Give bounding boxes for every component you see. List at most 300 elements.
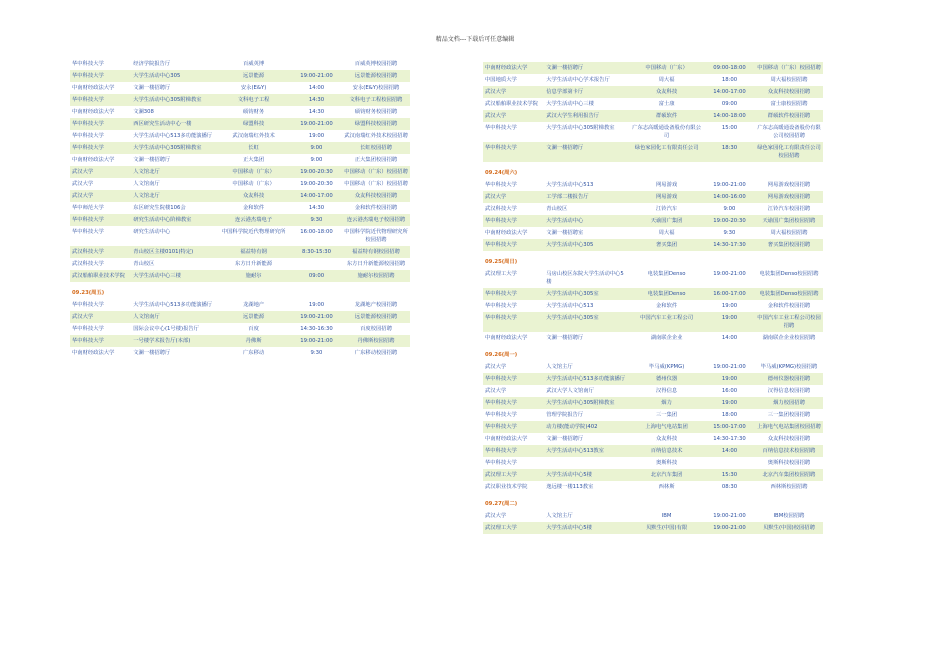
school-cell: 华中科技大学 <box>70 226 131 246</box>
venue-cell: 动力楼(能动学院)402 <box>544 421 629 433</box>
event-cell: 金和软件校园招聘 <box>755 300 823 312</box>
venue-cell: 国际会议中心(1号楼)报告厅 <box>131 323 216 335</box>
event-cell: 硕钧财务校园招聘 <box>342 106 410 118</box>
time-cell <box>704 457 755 469</box>
venue-cell: 逸远楼一楼113教室 <box>544 481 629 493</box>
school-cell: 武汉大学 <box>483 361 544 373</box>
schedule-row <box>70 299 410 311</box>
time-cell: 19:00-21:00 <box>291 118 342 130</box>
event-cell: 众友科技校园招聘 <box>755 433 823 445</box>
event-cell: 奥斯科技校园招聘 <box>755 457 823 469</box>
company-cell: 龙湖地产 <box>216 299 291 311</box>
venue-cell: 大学生活动中心学术报告厅 <box>544 74 629 86</box>
event-cell: 绿色家园化工有限责任公司校园招聘 <box>755 142 823 162</box>
schedule-row <box>483 215 823 227</box>
event-cell: 正大集团校园招聘 <box>342 154 410 166</box>
time-cell: 9:00 <box>291 142 342 154</box>
schedule-row <box>70 347 410 359</box>
time-cell: 18:00 <box>704 409 755 421</box>
event-cell: 电装集团Denso校园招聘 <box>755 288 823 300</box>
time-cell: 19:00 <box>704 300 755 312</box>
company-cell: 网易游戏 <box>629 179 704 191</box>
event-cell: 电装集团Denso校园招聘 <box>755 268 823 288</box>
venue-cell: 文澜一楼招聘厅 <box>544 332 629 344</box>
venue-cell: 文澜一楼招聘厅 <box>131 154 216 166</box>
school-cell: 武汉理工大学 <box>483 268 544 288</box>
company-cell: 上海电气电站集团 <box>629 421 704 433</box>
event-cell: 奢买集团校园招聘 <box>755 239 823 251</box>
venue-cell: 人文馆北厅 <box>131 190 216 202</box>
company-cell: 众友科技 <box>629 86 704 98</box>
schedule-row <box>70 311 410 323</box>
time-cell: 09:00 <box>704 98 755 110</box>
schedule-row <box>483 510 823 522</box>
company-cell: 百纳信息技术 <box>629 445 704 457</box>
school-cell: 华中科技大学 <box>483 312 544 332</box>
time-cell: 19:00-21:00 <box>704 268 755 288</box>
venue-cell: 武汉大学生利用报告厅 <box>544 110 629 122</box>
schedule-row <box>483 300 823 312</box>
event-cell: 网易游戏校园招聘 <box>755 191 823 203</box>
time-cell <box>291 58 342 70</box>
schedule-row <box>70 166 410 178</box>
venue-cell: 大学生活动中心305 <box>544 239 629 251</box>
school-cell: 武汉船舶职业技术学院 <box>483 98 544 110</box>
schedule-row <box>70 178 410 190</box>
event-cell: 中国汽车工业工程公司校园招聘 <box>755 312 823 332</box>
event-cell: 江铃汽车校园招聘 <box>755 203 823 215</box>
company-cell: 天谕国广集团 <box>629 215 704 227</box>
school-cell: 武汉科技大学 <box>483 203 544 215</box>
event-cell: 中国移动（广东）校园招聘 <box>342 178 410 190</box>
schedule-row <box>483 62 823 74</box>
venue-cell: 信息学部第卡厅 <box>544 86 629 98</box>
venue-cell: 人文馆主厅 <box>544 361 629 373</box>
venue-cell: 文澜一楼招聘厅 <box>544 62 629 74</box>
venue-cell: 青山校区 <box>131 258 216 270</box>
event-cell: 富士康校园招聘 <box>755 98 823 110</box>
company-cell: 周大福 <box>629 74 704 86</box>
company-cell: 远景能源 <box>216 311 291 323</box>
venue-cell: 研究生活动中心 <box>131 226 216 246</box>
school-cell: 武汉科技大学 <box>70 246 131 258</box>
company-cell: 贝默生(中国)有限 <box>629 522 704 534</box>
school-cell: 武汉理工大学 <box>483 469 544 481</box>
company-cell: 富士康 <box>629 98 704 110</box>
venue-cell: 大学生活动中心5楼 <box>544 522 629 534</box>
school-cell: 华中科技大学 <box>70 142 131 154</box>
time-cell: 15:00 <box>704 122 755 142</box>
date-heading: 09.26(周一) <box>483 344 823 361</box>
company-cell: 网易游戏 <box>629 191 704 203</box>
event-cell: 武汉南瑞红外技术校园招聘 <box>342 130 410 142</box>
school-cell: 华中科技大学 <box>70 323 131 335</box>
venue-cell: 一号楼学术报告厅(本部) <box>131 335 216 347</box>
date-heading-row <box>483 251 823 268</box>
school-cell: 华中科技大学 <box>483 288 544 300</box>
schedule-row <box>483 421 823 433</box>
time-cell: 19:00-21:00 <box>704 179 755 191</box>
venue-cell: 经济学院报告厅 <box>131 58 216 70</box>
time-cell: 15:30 <box>704 469 755 481</box>
schedule-row <box>70 246 410 258</box>
company-cell: 烟力 <box>629 397 704 409</box>
school-cell: 华中科技大学 <box>483 445 544 457</box>
company-cell: 丹佛斯 <box>216 335 291 347</box>
schedule-row <box>70 190 410 202</box>
venue-cell: 大学生活动中心三楼 <box>544 98 629 110</box>
time-cell: 9:30 <box>291 214 342 226</box>
venue-cell: 大学生活动中心513 <box>544 300 629 312</box>
school-cell: 华中科技大学 <box>70 58 131 70</box>
company-cell: 正大集团 <box>216 154 291 166</box>
event-cell: 群硕软件校园招聘 <box>755 110 823 122</box>
schedule-row <box>483 98 823 110</box>
company-cell: 众友科技 <box>629 433 704 445</box>
schedule-row <box>70 142 410 154</box>
company-cell: 东方日升新能源 <box>216 258 291 270</box>
schedule-row <box>483 142 823 162</box>
date-heading: 09.25(周日) <box>483 251 823 268</box>
event-cell: IBM校园招聘 <box>755 510 823 522</box>
school-cell: 中南财经政法大学 <box>483 227 544 239</box>
company-cell: 中国汽车工业工程公司 <box>629 312 704 332</box>
event-cell: 东方日升新能源校园招聘 <box>342 258 410 270</box>
schedule-row <box>70 106 410 118</box>
venue-cell: 文澜一楼招聘厅 <box>131 347 216 359</box>
venue-cell: 文澜308 <box>131 106 216 118</box>
company-cell: 硕钧财务 <box>216 106 291 118</box>
time-cell: 19:00-21:00 <box>291 335 342 347</box>
time-cell: 16:00 <box>704 385 755 397</box>
event-cell: 贝默生(中国)校园招聘 <box>755 522 823 534</box>
company-cell: 金和软件 <box>629 300 704 312</box>
schedule-row <box>483 288 823 300</box>
school-cell: 华中科技大学 <box>483 300 544 312</box>
time-cell: 19:00-21:00 <box>704 510 755 522</box>
company-cell: 绿色家园化工有限责任公司 <box>629 142 704 162</box>
company-cell: 百度 <box>216 323 291 335</box>
event-cell: 毕马威(KPMG)校园招聘 <box>755 361 823 373</box>
company-cell: 汉得信息 <box>629 385 704 397</box>
date-heading-row <box>483 493 823 510</box>
venue-cell: 人文馆北厅 <box>131 166 216 178</box>
schedule-row <box>483 522 823 534</box>
schedule-row <box>70 70 410 82</box>
venue-cell: 东区研究生院楼106会 <box>131 202 216 214</box>
schedule-row <box>483 191 823 203</box>
time-cell: 14:30 <box>291 202 342 214</box>
date-heading-row <box>483 344 823 361</box>
time-cell: 14:00-16:00 <box>704 191 755 203</box>
event-cell: 文科电子工程校园招聘 <box>342 94 410 106</box>
venue-cell: 青山校区 <box>544 203 629 215</box>
time-cell: 14:30-17:30 <box>704 239 755 251</box>
time-cell: 08:30 <box>704 481 755 493</box>
schedule-row <box>70 226 410 246</box>
event-cell: 福益特有钢校园招聘 <box>342 246 410 258</box>
event-cell: 金和软件校园招聘 <box>342 202 410 214</box>
time-cell: 14:30 <box>291 106 342 118</box>
venue-cell: 大学生活动中心305室 <box>544 312 629 332</box>
company-cell: 金和软件 <box>216 202 291 214</box>
company-cell: 群硕软件 <box>629 110 704 122</box>
time-cell: 19:00 <box>704 312 755 332</box>
venue-cell: 大学生活动中心305 <box>131 70 216 82</box>
venue-cell: 大学生活动中心305附梯教室 <box>131 142 216 154</box>
school-cell: 中南财经政法大学 <box>70 347 131 359</box>
schedule-row <box>483 445 823 457</box>
school-cell: 华中科技大学 <box>483 179 544 191</box>
event-cell: 广东移动校园招聘 <box>342 347 410 359</box>
schedule-row <box>70 94 410 106</box>
venue-cell: 马房山校区东院大学生活动中心5楼 <box>544 268 629 288</box>
schedule-row <box>70 82 410 94</box>
school-cell: 华中科技大学 <box>483 397 544 409</box>
company-cell: 北京汽车集团 <box>629 469 704 481</box>
event-cell: 周大福校园招聘 <box>755 227 823 239</box>
time-cell: 19:00 <box>291 299 342 311</box>
company-cell: 绿盟科技 <box>216 118 291 130</box>
school-cell: 武汉大学 <box>483 385 544 397</box>
company-cell: 湖南联企企业 <box>629 332 704 344</box>
schedule-row <box>483 227 823 239</box>
time-cell: 19:00-21:00 <box>704 361 755 373</box>
event-cell: 丹佛斯校园招聘 <box>342 335 410 347</box>
company-cell: 福益特有钢 <box>216 246 291 258</box>
time-cell: 14:00 <box>704 445 755 457</box>
school-cell: 华中师范大学 <box>70 202 131 214</box>
school-cell: 华中科技大学 <box>483 215 544 227</box>
schedule-row <box>70 118 410 130</box>
school-cell: 华中科技大学 <box>70 70 131 82</box>
event-cell: 湖南联企企业校园招聘 <box>755 332 823 344</box>
venue-cell: 人文馆南厅 <box>131 178 216 190</box>
school-cell: 武汉职业技术学院 <box>483 481 544 493</box>
company-cell: 广东移动 <box>216 347 291 359</box>
company-cell: 百威英博 <box>216 58 291 70</box>
right-schedule-table <box>483 62 823 534</box>
time-cell: 19:00 <box>704 397 755 409</box>
time-cell <box>291 258 342 270</box>
school-cell: 华中科技大学 <box>70 335 131 347</box>
schedule-row <box>483 385 823 397</box>
event-cell: 百威英博校园招聘 <box>342 58 410 70</box>
event-cell: 众友科技校园招聘 <box>342 190 410 202</box>
event-cell: 汉得信息校园招聘 <box>755 385 823 397</box>
schedule-row <box>70 270 410 282</box>
venue-cell: 大学生活动中心305附梯教室 <box>544 397 629 409</box>
school-cell: 华中科技大学 <box>70 130 131 142</box>
event-cell: 百纳信息技术校园招聘 <box>755 445 823 457</box>
time-cell: 19:00-21:00 <box>291 311 342 323</box>
event-cell: 天谕国广集团校园招聘 <box>755 215 823 227</box>
event-cell: 远景能源校园招聘 <box>342 311 410 323</box>
venue-cell: 文澜一楼招聘厅 <box>131 82 216 94</box>
company-cell: 西林斯 <box>629 481 704 493</box>
school-cell: 武汉大学 <box>70 178 131 190</box>
time-cell: 16:00-17:00 <box>704 288 755 300</box>
time-cell: 16:00-18:00 <box>291 226 342 246</box>
company-cell: 文科电子工程 <box>216 94 291 106</box>
school-cell: 华中科技大学 <box>70 94 131 106</box>
event-cell: 西林斯校园招聘 <box>755 481 823 493</box>
company-cell: 远景能源 <box>216 70 291 82</box>
schedule-row <box>70 214 410 226</box>
event-cell: 烟力校园招聘 <box>755 397 823 409</box>
event-cell: 中国移动（广东）校园招聘 <box>755 62 823 74</box>
time-cell: 19:00-20:30 <box>291 178 342 190</box>
time-cell: 8:30-15:30 <box>291 246 342 258</box>
schedule-row <box>483 397 823 409</box>
company-cell: 德州仪器 <box>629 373 704 385</box>
venue-cell: 大学生活动中心513多功能演播厅 <box>131 130 216 142</box>
time-cell: 9:30 <box>291 347 342 359</box>
time-cell: 18:00 <box>704 74 755 86</box>
time-cell: 14:00-17:00 <box>704 86 755 98</box>
time-cell: 14:00-17:00 <box>291 190 342 202</box>
school-cell: 华中科技大学 <box>70 299 131 311</box>
schedule-row <box>483 469 823 481</box>
school-cell: 中南财经政法大学 <box>70 82 131 94</box>
event-cell: 网易游戏校园招聘 <box>755 179 823 191</box>
event-cell: 上海电气电站集团校园招聘 <box>755 421 823 433</box>
date-heading: 09.24(周六) <box>483 162 823 179</box>
school-cell: 武汉大学 <box>70 166 131 178</box>
school-cell: 武汉大学 <box>483 191 544 203</box>
time-cell: 14:30-17:30 <box>704 433 755 445</box>
time-cell: 14:00 <box>291 82 342 94</box>
event-cell: 德州仪器校园招聘 <box>755 373 823 385</box>
page-header: 精品文档---下载后可任意编辑 <box>435 36 515 43</box>
schedule-row <box>483 433 823 445</box>
time-cell: 19:00 <box>704 373 755 385</box>
event-cell: 中国移动（广东）校园招聘 <box>342 166 410 178</box>
venue-cell: 大学生活动中心5楼 <box>544 469 629 481</box>
venue-cell: 文澜一楼招聘厅 <box>544 433 629 445</box>
company-cell: IBM <box>629 510 704 522</box>
schedule-row <box>70 335 410 347</box>
company-cell: 电装集团Denso <box>629 288 704 300</box>
time-cell: 14:00-18:00 <box>704 110 755 122</box>
time-cell: 09:00-18:00 <box>704 62 755 74</box>
event-cell: 施耐尔校园招聘 <box>342 270 410 282</box>
schedule-row <box>483 332 823 344</box>
schedule-row <box>70 154 410 166</box>
venue-cell: 管理学院报告厅 <box>544 409 629 421</box>
venue-cell: 大学生活动中心305附梯教室 <box>544 122 629 142</box>
right-schedule-column <box>483 62 823 534</box>
time-cell: 19:00-20:30 <box>291 166 342 178</box>
schedule-row <box>70 258 410 270</box>
event-cell: 长虹校园招聘 <box>342 142 410 154</box>
time-cell: 19:00-20:30 <box>704 215 755 227</box>
venue-cell: 大学生活动中心 <box>544 215 629 227</box>
company-cell: 长虹 <box>216 142 291 154</box>
time-cell: 19:00-21:00 <box>291 70 342 82</box>
venue-cell: 西区研究生活动中心一楼 <box>131 118 216 130</box>
venue-cell: 大学生活动中心513教室 <box>544 445 629 457</box>
event-cell: 周大福校园招聘 <box>755 74 823 86</box>
company-cell: 连云港杰瑞电子 <box>216 214 291 226</box>
event-cell: 北京汽车集团校园招聘 <box>755 469 823 481</box>
school-cell: 武汉大学 <box>483 110 544 122</box>
venue-cell: 研究生活动中心阶梯教室 <box>131 214 216 226</box>
school-cell: 中南财经政法大学 <box>483 332 544 344</box>
event-cell: 三一集团校园招聘 <box>755 409 823 421</box>
company-cell: 江铃汽车 <box>629 203 704 215</box>
company-cell: 三一集团 <box>629 409 704 421</box>
company-cell: 周大福 <box>629 227 704 239</box>
time-cell: 19:00-21:00 <box>704 522 755 534</box>
event-cell: 广东志高暖通设备股份有限公司校园招聘 <box>755 122 823 142</box>
school-cell: 华中科技大学 <box>483 142 544 162</box>
school-cell: 华中科技大学 <box>483 421 544 433</box>
time-cell: 9:00 <box>704 203 755 215</box>
venue-cell: 人文馆主厅 <box>544 510 629 522</box>
schedule-row <box>483 122 823 142</box>
schedule-row <box>483 312 823 332</box>
schedule-row <box>483 481 823 493</box>
date-heading-row <box>483 162 823 179</box>
company-cell: 安永(E&Y) <box>216 82 291 94</box>
school-cell: 武汉理工大学 <box>483 522 544 534</box>
venue-cell <box>544 457 629 469</box>
time-cell: 14:30 <box>291 94 342 106</box>
time-cell: 15:00-17:00 <box>704 421 755 433</box>
venue-cell: 大学生活动中心305室 <box>544 288 629 300</box>
company-cell: 施耐尔 <box>216 270 291 282</box>
venue-cell: 大学生活动中心三楼 <box>131 270 216 282</box>
schedule-row <box>483 361 823 373</box>
time-cell: 09:00 <box>291 270 342 282</box>
venue-cell: 大学生活动中心513 <box>544 179 629 191</box>
school-cell: 武汉大学 <box>483 86 544 98</box>
company-cell: 中国科学院近代物理研究所 <box>216 226 291 246</box>
school-cell: 华中科技大学 <box>70 214 131 226</box>
company-cell: 众友科技 <box>216 190 291 202</box>
event-cell: 连云港杰瑞电子校园招聘 <box>342 214 410 226</box>
school-cell: 中南财经政法大学 <box>483 62 544 74</box>
school-cell: 华中科技大学 <box>483 122 544 142</box>
date-heading: 09.27(周二) <box>483 493 823 510</box>
schedule-row <box>483 409 823 421</box>
company-cell: 奥斯科技 <box>629 457 704 469</box>
schedule-row <box>483 86 823 98</box>
school-cell: 武汉船舶职业技术学院 <box>70 270 131 282</box>
school-cell: 中南财经政法大学 <box>483 433 544 445</box>
venue-cell: 大学生活动中心513多功能演播厅 <box>131 299 216 311</box>
school-cell: 华中科技大学 <box>483 373 544 385</box>
company-cell: 电装集团Denso <box>629 268 704 288</box>
left-schedule-column <box>70 58 410 359</box>
company-cell: 广东志高暖通设备股份有限公司 <box>629 122 704 142</box>
left-schedule-table <box>70 58 410 359</box>
school-cell: 武汉科技大学 <box>70 258 131 270</box>
time-cell: 9:30 <box>704 227 755 239</box>
event-cell: 众友科技校园招聘 <box>755 86 823 98</box>
school-cell: 华中科技大学 <box>483 239 544 251</box>
venue-cell: 大学生活动中心305附梯教室 <box>131 94 216 106</box>
event-cell: 远景能源校园招聘 <box>342 70 410 82</box>
schedule-row <box>483 203 823 215</box>
company-cell: 中国移动（广东） <box>216 166 291 178</box>
company-cell: 中国移动（广东） <box>629 62 704 74</box>
date-heading: 09.23(周五) <box>70 282 410 299</box>
schedule-row <box>70 130 410 142</box>
schedule-row <box>483 179 823 191</box>
venue-cell: 人文馆南厅 <box>131 311 216 323</box>
